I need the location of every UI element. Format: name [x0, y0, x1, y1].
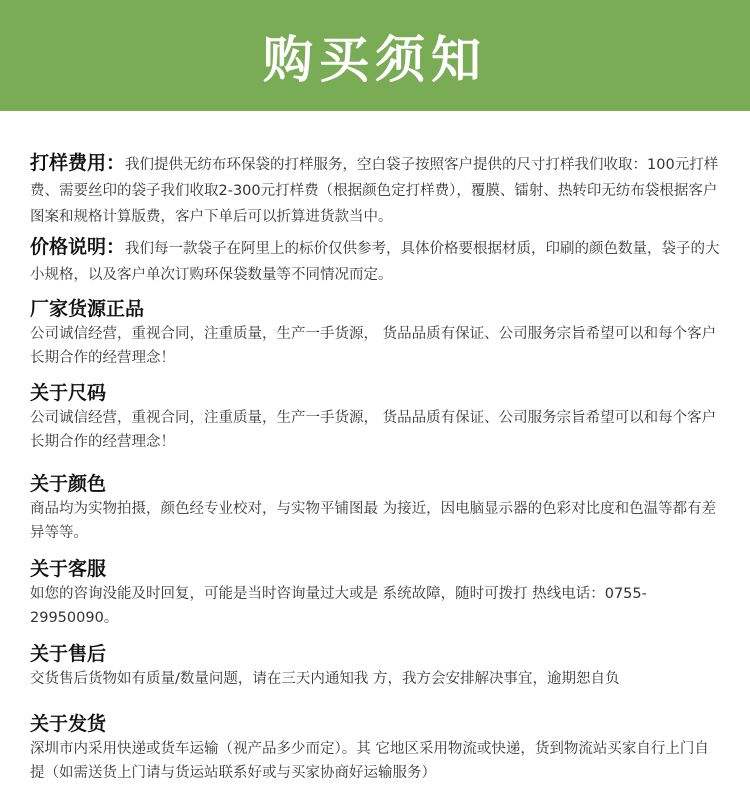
section-body: 我们提供无纺布环保袋的打样服务，空白袋子按照客户提供的尺寸打样我们收取：100元打样费、需要丝印的袋子我们收取2-300元打样费（根据颜色定打样费），覆膜、镭射、热转印无纺布袋根据客户图案和规格计算版费，客户下单后可以折算进货款当中。 [30, 157, 719, 225]
section-color [30, 471, 722, 545]
section-heading: 关于发货 [30, 713, 107, 735]
section-shipping [30, 711, 722, 785]
section-heading: 厂家货源正品 [30, 298, 145, 320]
section-customer-service [30, 556, 722, 630]
section-genuine-source [30, 296, 722, 370]
section-heading: 关于售后 [30, 643, 107, 665]
section-price-note [30, 234, 722, 288]
section-heading: 打样费用： [30, 152, 126, 174]
section-body: 公司诚信经营，重视合同，注重质量，生产一手货源， 货品品质有保证、公司服务宗旨希望可以和每个客户长期合作的经营理念！ [30, 326, 717, 366]
section-body: 深圳市内采用快递或货车运输（视产品多少而定）。其 它地区采用物流或快递，货到物流站买家自行上门自提（如需送货上门请与货运站联系好或与买家协商好运输服务） [30, 741, 709, 781]
page-title: 购买须知 [263, 30, 487, 89]
section-body: 如您的咨询没能及时回复，可能是当时咨询量过大或是 系统故障，随时可拨打 热线电话：0755-29950090。 [30, 586, 647, 626]
section-heading: 关于颜色 [30, 473, 107, 495]
section-heading: 价格说明： [30, 236, 126, 258]
section-body: 商品均为实物拍摄，颜色经专业校对，与实物平铺图最 为接近，因电脑显示器的色彩对比度和色温等都有差异等等。 [30, 501, 717, 541]
header-banner [0, 0, 750, 111]
section-body: 公司诚信经营，重视合同，注重质量，生产一手货源， 货品品质有保证、公司服务宗旨希望可以和每个客户长期合作的经营理念！ [30, 410, 717, 450]
section-after-sales [30, 641, 722, 691]
section-heading: 关于尺码 [30, 382, 107, 404]
section-body: 交货售后货物如有质量/数量问题，请在三天内通知我 方，我方会安排解决事宜，逾期恕自负 [30, 671, 620, 687]
section-size [30, 380, 722, 454]
section-heading: 关于客服 [30, 558, 107, 580]
section-body: 我们每一款袋子在阿里上的标价仅供参考，具体价格要根据材质，印刷的颜色数量，袋子的大小规格，以及客户单次订购环保袋数量等不同情况而定。 [30, 241, 720, 283]
section-sample-fee [30, 150, 722, 230]
